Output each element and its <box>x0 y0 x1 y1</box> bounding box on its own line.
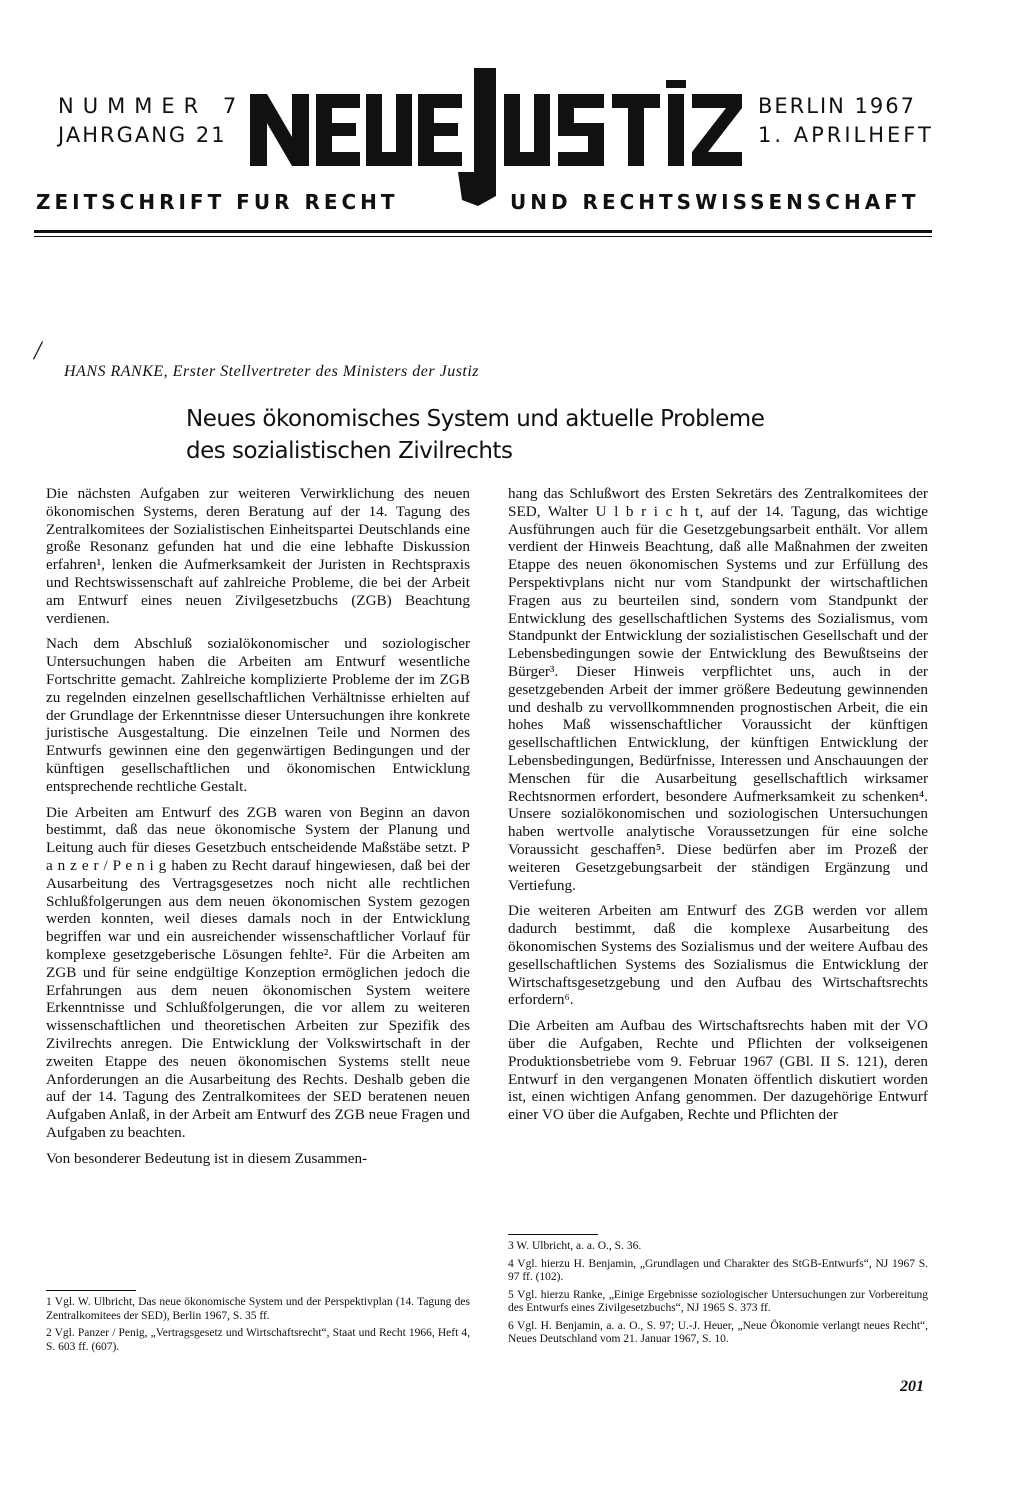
city-year: BERLIN 1967 <box>758 94 916 118</box>
footnote-rule-left <box>46 1290 136 1291</box>
margin-mark: / <box>34 336 42 365</box>
page-number: 201 <box>900 1378 924 1395</box>
masthead-right <box>758 92 934 150</box>
paragraph: Die weiteren Arbeiten am Entwurf des ZGB werden vor allem dadurch bestimmt, daß die komplexe Ausarbeitung des ökonomischen Systems des Sozialismus und der weitere Aufbau des gesellschaftlichen Systems des Sozialismus die Entwicklung der Wirtschaftsgesetzgebung und den Aufbau des Wirtschaftsrechts erfordern⁶. <box>508 902 928 1009</box>
left-column <box>46 485 470 1175</box>
masthead-left <box>58 92 245 150</box>
footnote: 4 Vgl. hierzu H. Benjamin, „Grundlagen und Charakter des StGB-Entwurfs“, NJ 1967 S. 97 ff. (102). <box>508 1257 928 1283</box>
footnotes-right <box>508 1240 928 1351</box>
journal-logo <box>248 68 748 208</box>
paragraph: Von besonderer Bedeutung ist in diesem Zusammen- <box>46 1149 368 1167</box>
footnote: 1 Vgl. W. Ulbricht, Das neue ökonomische System und der Perspektivplan (14. Tagung des Zentralkomitees der SED), Berlin 1967, S. 35 ff. <box>46 1296 470 1322</box>
subtitle-left: ZEITSCHRIFT FUR RECHT <box>36 190 399 214</box>
footnote: 5 Vgl. hierzu Ranke, „Einige Ergebnisse soziologischer Untersuchungen zur Vorbereitung des Entwurfs eines Zivilgesetzbuchs“, NJ 1965 S. 373 ff. <box>508 1288 928 1314</box>
masthead-rule <box>34 230 932 233</box>
journal-logo-graphic <box>248 68 748 208</box>
footnotes-left <box>46 1296 470 1358</box>
paragraph: Die nächsten Aufgaben zur weiteren Verwirklichung des neuen ökonomischen Systems, deren Beratung auf der 14. Tagung des Zentralkomitees der Sozialistischen Einheitspartei Deutschlands eine große Resonanz gefunden hat und die eine lebhafte Diskussion erfahren¹, lenken die Aufmerksamkeit der Juristen in Rechtspraxis und Rechtswissenschaft auf zahlreiche Probleme, die bei der Arbeit am Entwurf eines neuen Zivilgesetzbuchs (ZGB) Beachtung verdienen. <box>46 485 470 627</box>
paragraph: hang das Schlußwort des Ersten Sekretärs des Zentralkomitees der SED, Walter U l b r i c h t, auf der 14. Tagung, das wichtige Ausführungen auch für die Gesetzgebungsarbeit enthält. Vor allem verdient der Hinweis Beachtung, daß alle Maßnahmen der zweiten Etappe des neuen ökonomischen Systems und zur Erfüllung des Perspektivplans nicht nur vom Standpunkt der wirtschaftlichen Fragen aus zu beurteilen sind, sondern vom Standpunkt der Entwicklung des gesellschaftlichen Systems des Sozialismus, vom Standpunkt der Entwicklung der sozialistischen Gesellschaft und der Lebensbedingungen sowie der Entwicklung des Bewußtseins der Bürger³. Dieser Hinweis verpflichtet uns, auch in der gesetzgebenden Arbeit der immer größere Bedeutung gewinnenden und deshalb zu vervollkommnenden prognostischen Arbeit, die ein hohes Maß wissenschaftlicher Voraussicht der künftigen gesellschaftlichen Entwicklung, der künftigen Entwicklung der Lebensbedingungen, Bedürfnisse, Interessen und Anschauungen der Menschen für die Ausarbeitung gesellschaftlich wirksamer Rechtsnormen erfordert, besondere Aufmerksamkeit zu schenken⁴. Unsere sozialökonomischen und soziologischen Untersuchungen haben wertvolle analytische Voraussetzungen für eine solche Voraussicht geschaffen⁵. Diese bedürfen aber im Prozeß der weiteren Gesetzgebungsarbeit der ständigen Ergänzung und Vertiefung. <box>508 485 928 894</box>
paragraph: Die Arbeiten am Entwurf des ZGB waren von Beginn an davon bestimmt, daß das neue ökonomische System der Planung und Leitung auch für dieses Gesetzbuch entscheidende Maßstäbe setzt. P a n z e r / P e n i g haben zu Recht darauf hingewiesen, daß bei der Ausarbeitung des Vertragsgesetzes noch nicht alle rechtlichen Schlußfolgerungen aus dem neuen ökonomischen System gezogen werden konnten, weil dieses damals noch in der Entwicklung begriffen war und ein ausreichender wissenschaftlicher Vorlauf für komplexe gesetzgeberische Lösungen fehlte². Für die Arbeiten am ZGB und für seine endgültige Konzeption ermöglichen jedoch die Erfahrungen aus dem neuen ökonomischen System weitere Erkenntnisse und Schlußfolgerungen, die vor allem zu weiteren wissenschaftlichen und theoretischen Arbeiten zur Spezifik des Zivilrechts anregen. Die Entwicklung der Volkswirtschaft in der zweiten Etappe des neuen ökonomischen Systems stellt neue Anforderungen an die Ausarbeitung des Rechts. Deshalb geben die auf der 14. Tagung des Zentralkomitees der SED beratenen neuen Aufgaben Anlaß, in der Arbeit am Entwurf des ZGB neue Fragen und Aufgaben zu beachten. <box>46 803 470 1141</box>
paragraph: Die Arbeiten am Aufbau des Wirtschaftsrechts haben mit der VO über die Aufgaben, Rechte und Pflichten der volkseigenen Produktionsbetriebe vom 9. Februar 1967 (GBl. II S. 121), deren Entwurf in den vergangenen Monaten öffentlich diskutiert worden ist, einen wichtigen Anfang genommen. Der dazugehörige Entwurf einer VO über die Aufgaben, Rechte und Pflichten der <box>508 1017 928 1124</box>
paragraph: Nach dem Abschluß sozialökonomischer und soziologischer Untersuchungen haben die Arbeiten am Entwurf wesentliche Fortschritte gemacht. Zahlreiche komplizierte Probleme der im ZGB zu regelnden einzelnen gesellschaftlichen Verhältnisse erhielten auf der Grundlage der Erkenntnisse dieser Untersuchungen ihre konkrete juristische Ausgestaltung. Die einzelnen Teile und Normen des Entwurfs gewinnen eine den gegenwärtigen Bedingungen und der künftigen gesellschaftlichen und ökonomischen Entwicklung entsprechende rechtliche Gestalt. <box>46 635 470 795</box>
right-column <box>508 485 928 1132</box>
edition: 1. APRILHEFT <box>758 123 934 147</box>
volume: JAHRGANG 21 <box>58 123 227 147</box>
footnote: 6 Vgl. H. Benjamin, a. a. O., S. 97; U.-J. Heuer, „Neue Ökonomie verlangt neues Recht“, Neues Deutschland vom 21. Januar 1967, S. 10. <box>508 1319 928 1345</box>
article-title-line-2: des sozialistischen Zivilrechts <box>186 438 513 464</box>
issue-number: NUMMER 7 <box>58 94 246 118</box>
footnote: 2 Vgl. Panzer / Penig, „Vertragsgesetz und Wirtschaftsrecht“, Staat und Recht 1966, Heft 4, S. 603 ff. (607). <box>46 1327 470 1353</box>
article-title <box>186 403 764 467</box>
byline: HANS RANKE, Erster Stellvertreter des Ministers der Justiz <box>64 363 480 380</box>
masthead-rule-thin <box>34 236 932 237</box>
article-title-line-1: Neues ökonomisches System und aktuelle Probleme <box>186 406 765 432</box>
footnote-rule-right <box>508 1234 598 1235</box>
subtitle-right: UND RECHTSWISSENSCHAFT <box>510 190 920 214</box>
footnote: 3 W. Ulbricht, a. a. O., S. 36. <box>508 1240 642 1252</box>
